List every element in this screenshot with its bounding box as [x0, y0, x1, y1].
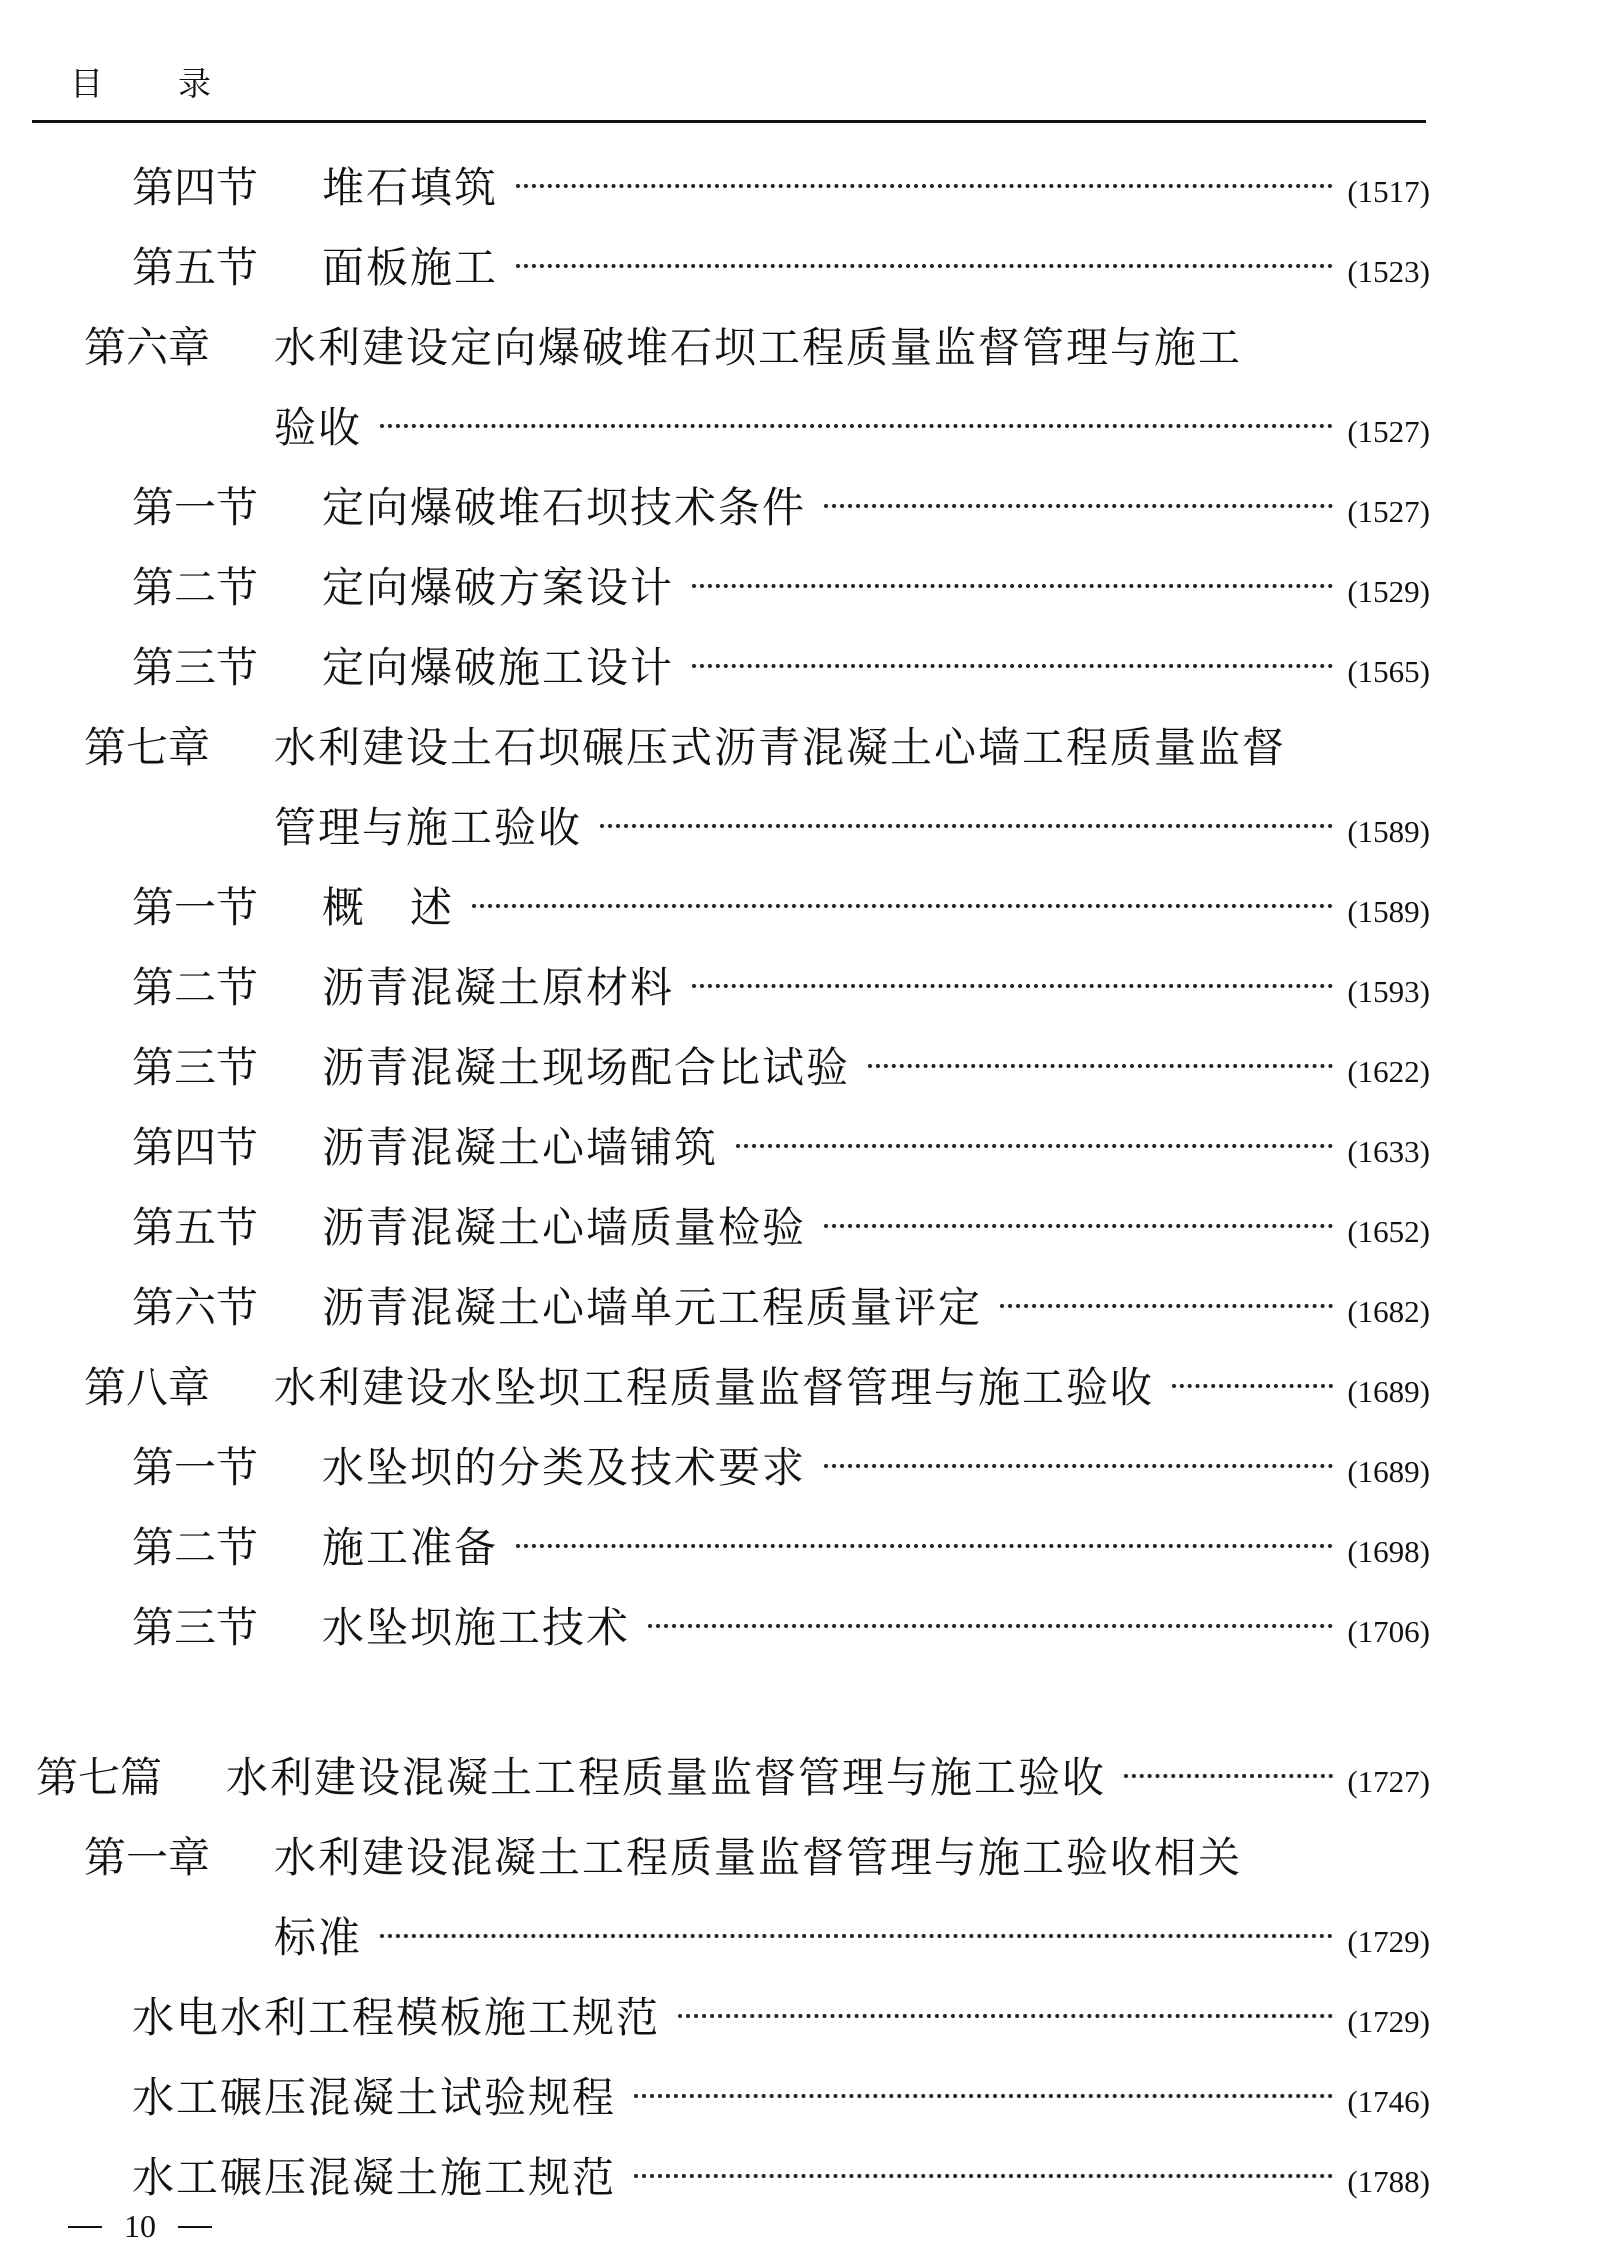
toc-entry-title: 水利建设定向爆破堆石坝工程质量监督管理与施工: [274, 323, 1243, 372]
toc-entry[interactable]: [132, 638, 1430, 698]
toc-entry-page: (1729): [1347, 1924, 1430, 1959]
toc-entry-page: (1589): [1347, 894, 1430, 929]
running-head-char-1: 目: [70, 64, 103, 103]
toc-entry-continuation[interactable]: [274, 1908, 1430, 1968]
toc-entry-chapter[interactable]: [84, 318, 1430, 378]
toc-entry[interactable]: [132, 1118, 1430, 1178]
toc-entry-label: 第二节: [132, 1523, 259, 1572]
dot-leader: [634, 2094, 1333, 2098]
toc-entry-standard[interactable]: [132, 2068, 1430, 2128]
toc-entry-label: 第五节: [132, 243, 259, 292]
toc-entry-label: 第四节: [132, 163, 259, 212]
toc-entry[interactable]: [132, 1518, 1430, 1578]
dot-leader: [678, 2014, 1333, 2018]
toc-entry-title: 水工碾压混凝土施工规范: [132, 2153, 617, 2202]
toc-entry-title: 沥青混凝土现场配合比试验: [322, 1043, 851, 1092]
dot-leader: [648, 1624, 1333, 1628]
dot-leader: [380, 424, 1333, 428]
toc-entry-page: (1698): [1347, 1534, 1430, 1569]
dot-leader: [692, 664, 1333, 668]
toc-entry-page: (1589): [1347, 814, 1430, 849]
toc-entry-title: 管理与施工验收: [274, 803, 583, 852]
toc-entry[interactable]: [132, 238, 1430, 298]
toc-entry-page: (1727): [1347, 1764, 1430, 1799]
toc-entry-page: (1746): [1347, 2084, 1430, 2119]
dot-leader: [824, 1224, 1333, 1228]
toc-entry-label: 第六章: [84, 323, 211, 372]
toc-entry-label: 第七篇: [36, 1753, 163, 1802]
dot-leader: [634, 2174, 1333, 2178]
toc-entry-label: 第三节: [132, 1603, 259, 1652]
toc-entry-title: 沥青混凝土心墙质量检验: [322, 1203, 807, 1252]
toc-entry-label: 第四节: [132, 1123, 259, 1172]
toc-entry[interactable]: [132, 1038, 1430, 1098]
toc-entry-chapter[interactable]: [84, 1358, 1430, 1418]
toc-entry-title: 水坠坝施工技术: [322, 1603, 631, 1652]
toc-entry[interactable]: [132, 1598, 1430, 1658]
dot-leader: [736, 1144, 1333, 1148]
page-number-footer: [68, 2208, 212, 2245]
toc-entry-title: 验收: [274, 403, 363, 452]
toc-entry-label: 第五节: [132, 1203, 259, 1252]
dot-leader: [516, 264, 1333, 268]
toc-entry-label: 第一节: [132, 483, 259, 532]
dot-leader: [868, 1064, 1333, 1068]
toc-entry-label: 第三节: [132, 643, 259, 692]
folio-dash-right: [178, 2226, 212, 2228]
dot-leader: [516, 184, 1333, 188]
toc-entry-title: 水利建设混凝土工程质量监督管理与施工验收相关: [274, 1833, 1243, 1882]
toc-entry-label: 第六节: [132, 1283, 259, 1332]
toc-entry[interactable]: [132, 1438, 1430, 1498]
toc-entry-title: 水利建设水坠坝工程质量监督管理与施工验收: [274, 1363, 1155, 1412]
toc-entry-title: 沥青混凝土心墙单元工程质量评定: [322, 1283, 983, 1332]
toc-entry[interactable]: [132, 478, 1430, 538]
toc-entry-title: 水坠坝的分类及技术要求: [322, 1443, 807, 1492]
dot-leader: [1124, 1774, 1333, 1778]
toc-entry-title: 沥青混凝土心墙铺筑: [322, 1123, 719, 1172]
toc-entry-label: 第一节: [132, 883, 259, 932]
toc-entry-continuation[interactable]: [274, 398, 1430, 458]
toc-entry-title: 堆石填筑: [322, 163, 499, 212]
toc-entry-page: (1529): [1347, 574, 1430, 609]
toc-entry-title: 水工碾压混凝土试验规程: [132, 2073, 617, 2122]
toc-entry-title: 面板施工: [322, 243, 499, 292]
toc-entry-page: (1729): [1347, 2004, 1430, 2039]
dot-leader: [380, 1934, 1333, 1938]
toc-entry-title: 施工准备: [322, 1523, 499, 1572]
dot-leader: [824, 1464, 1333, 1468]
toc-entry[interactable]: [132, 158, 1430, 218]
toc-entry[interactable]: [132, 1278, 1430, 1338]
page-number: 10: [124, 2208, 156, 2244]
toc-entry-page: (1682): [1347, 1294, 1430, 1329]
toc-entry-page: (1788): [1347, 2164, 1430, 2199]
toc-entry-label: 第三节: [132, 1043, 259, 1092]
dot-leader: [1172, 1384, 1333, 1388]
dot-leader: [692, 584, 1333, 588]
dot-leader: [1000, 1304, 1333, 1308]
dot-leader: [516, 1544, 1333, 1548]
toc-entry-title: 水利建设混凝土工程质量监督管理与施工验收: [226, 1753, 1107, 1802]
toc-entry-page: (1689): [1347, 1454, 1430, 1489]
toc-entry-title: 水利建设土石坝碾压式沥青混凝土心墙工程质量监督: [274, 723, 1287, 772]
toc-entry-title: 定向爆破堆石坝技术条件: [322, 483, 807, 532]
toc-entry-chapter[interactable]: [84, 718, 1430, 778]
toc-entry-part[interactable]: [36, 1748, 1430, 1808]
running-head-char-2: 录: [178, 64, 211, 103]
toc-entry-page: (1689): [1347, 1374, 1430, 1409]
toc-entry-label: 第一节: [132, 1443, 259, 1492]
toc-entry-page: (1706): [1347, 1614, 1430, 1649]
dot-leader: [824, 504, 1333, 508]
toc-entry[interactable]: [132, 958, 1430, 1018]
toc-entry-standard[interactable]: [132, 1988, 1430, 2048]
toc-entry-label: 第二节: [132, 563, 259, 612]
toc-entry-title: 水电水利工程模板施工规范: [132, 1993, 661, 2042]
toc-entry-page: (1622): [1347, 1054, 1430, 1089]
toc-entry-label: 第七章: [84, 723, 211, 772]
toc-entry-title: 概 述: [322, 883, 455, 932]
toc-entry-label: 第八章: [84, 1363, 211, 1412]
dot-leader: [692, 984, 1333, 988]
dot-leader: [600, 824, 1333, 828]
toc-entry-standard[interactable]: [132, 2148, 1430, 2208]
toc-entry-title: 定向爆破施工设计: [322, 643, 675, 692]
toc-entry-page: (1527): [1347, 414, 1430, 449]
toc-entry-page: (1633): [1347, 1134, 1430, 1169]
toc-entry-label: 第一章: [84, 1833, 211, 1882]
toc-entry[interactable]: [132, 878, 1430, 938]
toc-entry-title: 沥青混凝土原材料: [322, 963, 675, 1012]
toc-entry-page: (1523): [1347, 254, 1430, 289]
toc-entry-continuation[interactable]: [274, 798, 1430, 858]
toc-entry-page: (1517): [1347, 174, 1430, 209]
toc-entry-page: (1652): [1347, 1214, 1430, 1249]
toc-entry[interactable]: [132, 1198, 1430, 1258]
toc-entry[interactable]: [132, 558, 1430, 618]
toc-entry-title: 定向爆破方案设计: [322, 563, 675, 612]
toc-entry-page: (1593): [1347, 974, 1430, 1009]
toc-entry-label: 第二节: [132, 963, 259, 1012]
toc-entry-chapter[interactable]: [84, 1828, 1430, 1888]
toc-entry-title: 标准: [274, 1913, 363, 1962]
toc-entry-page: (1565): [1347, 654, 1430, 689]
folio-dash-left: [68, 2226, 102, 2228]
toc-entry-page: (1527): [1347, 494, 1430, 529]
dot-leader: [472, 904, 1333, 908]
